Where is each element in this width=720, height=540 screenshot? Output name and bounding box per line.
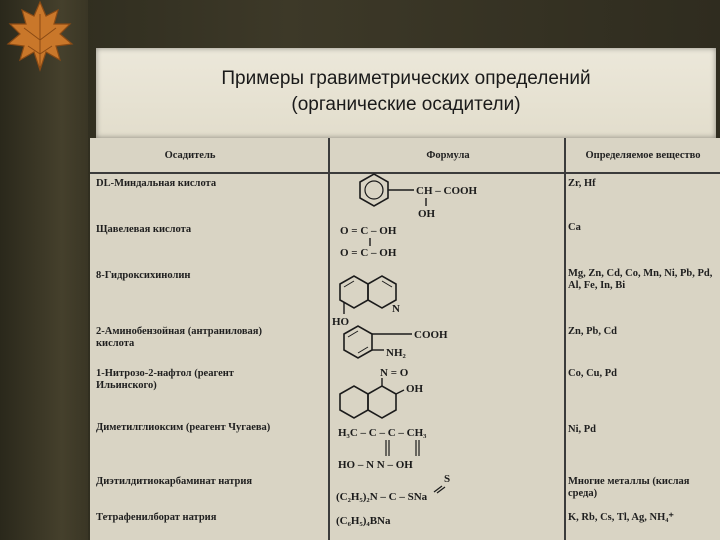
formula-0-line-1: CH – COOH — [416, 185, 478, 197]
analyte-ni-pd: Ni, Pd — [568, 424, 597, 435]
header-analyte: Определяемое вещество — [585, 149, 701, 161]
reagent-oxalic-acid: Щавелевая кислота — [96, 224, 192, 235]
formula-7-line-1: (C₆H₅)₄BNa — [336, 515, 391, 527]
formula-3-amino: NH₂ — [386, 347, 406, 359]
formula-dimethylglyoxime — [338, 427, 427, 471]
formula-1-line-1: O = C – OH — [340, 225, 397, 237]
reagent-mandelic-acid: DL-Миндальная кислота — [96, 178, 217, 189]
formula-5-line-1: H₃C – C – C – CH₃ — [338, 427, 427, 439]
reagent-hydroxyquinoline: 8-Гидроксихинолин — [96, 270, 191, 281]
header-formula: Формула — [426, 149, 470, 161]
title-line-1: Примеры гравиметрических определений — [221, 68, 591, 89]
formula-3-carboxyl: COOH — [414, 329, 448, 341]
left-decorative-strip — [0, 0, 88, 540]
analyte-zr-hf: Zr, Hf — [568, 178, 596, 189]
formula-2-nitrogen: N — [392, 303, 400, 315]
formula-6-sulfur: S — [444, 473, 451, 485]
formula-0-line-2: OH — [418, 208, 436, 220]
formula-1-line-2: O = C – OH — [340, 247, 397, 259]
formula-5-line-2: HO – N N – OH — [338, 459, 413, 471]
formula-dithiocarbamate — [336, 473, 450, 503]
analyte-ca: Ca — [568, 222, 581, 233]
analyte-k-rb-cs: K, Rb, Cs, Tl, Ag, NH₄⁺ — [568, 512, 674, 523]
formula-6-line-2: (C₂H₅)₂N – C – SNa — [336, 491, 428, 503]
formula-aminobenzoic-acid — [344, 326, 448, 359]
analyte-hydroxyquinoline-metals: Mg, Zn, Cd, Co, Mn, Ni, Pb, Pd, Al, Fe, In, Bi — [568, 268, 713, 291]
formula-column — [330, 138, 566, 540]
reagent-tetraphenylborate: Тетрафенилборат натрия — [96, 512, 217, 523]
reagent-nitroso-naphthol: 1-Нитрозо-2-нафтол (реагент Ильинского) — [96, 368, 234, 391]
reagent-dimethylglyoxime: Диметилглиоксим (реагент Чугаева) — [96, 422, 271, 433]
autumn-leaf-icon — [6, 0, 74, 72]
formula-2-hydroxy: HO — [332, 316, 350, 328]
analyte-many-metals: Многие металлы (кислая среда) — [568, 476, 690, 499]
precipitant-table — [90, 138, 720, 540]
title-line-2: (органические осадители) — [291, 94, 521, 115]
header-precipitant: Осадитель — [164, 149, 216, 161]
formula-oxalic-acid — [340, 225, 397, 259]
reagent-aminobenzoic-acid: 2-Аминобензойная (антраниловая) кислота — [96, 326, 262, 349]
formula-nitroso-naphthol — [340, 367, 424, 418]
analyte-zn-pb-cd: Zn, Pb, Cd — [568, 326, 618, 337]
reagent-dithiocarbamate: Диэтилдитиокарбаминат натрия — [96, 476, 253, 487]
formula-mandelic-acid — [360, 174, 478, 220]
analyte-co-cu-pd: Co, Cu, Pd — [568, 368, 618, 379]
formula-tetraphenylborate — [336, 515, 391, 527]
formula-4-nitroso: N = O — [380, 367, 409, 379]
title-box — [96, 48, 716, 138]
formula-4-hydroxy: OH — [406, 383, 424, 395]
formula-hydroxyquinoline — [332, 276, 400, 328]
slide-title — [96, 66, 716, 118]
